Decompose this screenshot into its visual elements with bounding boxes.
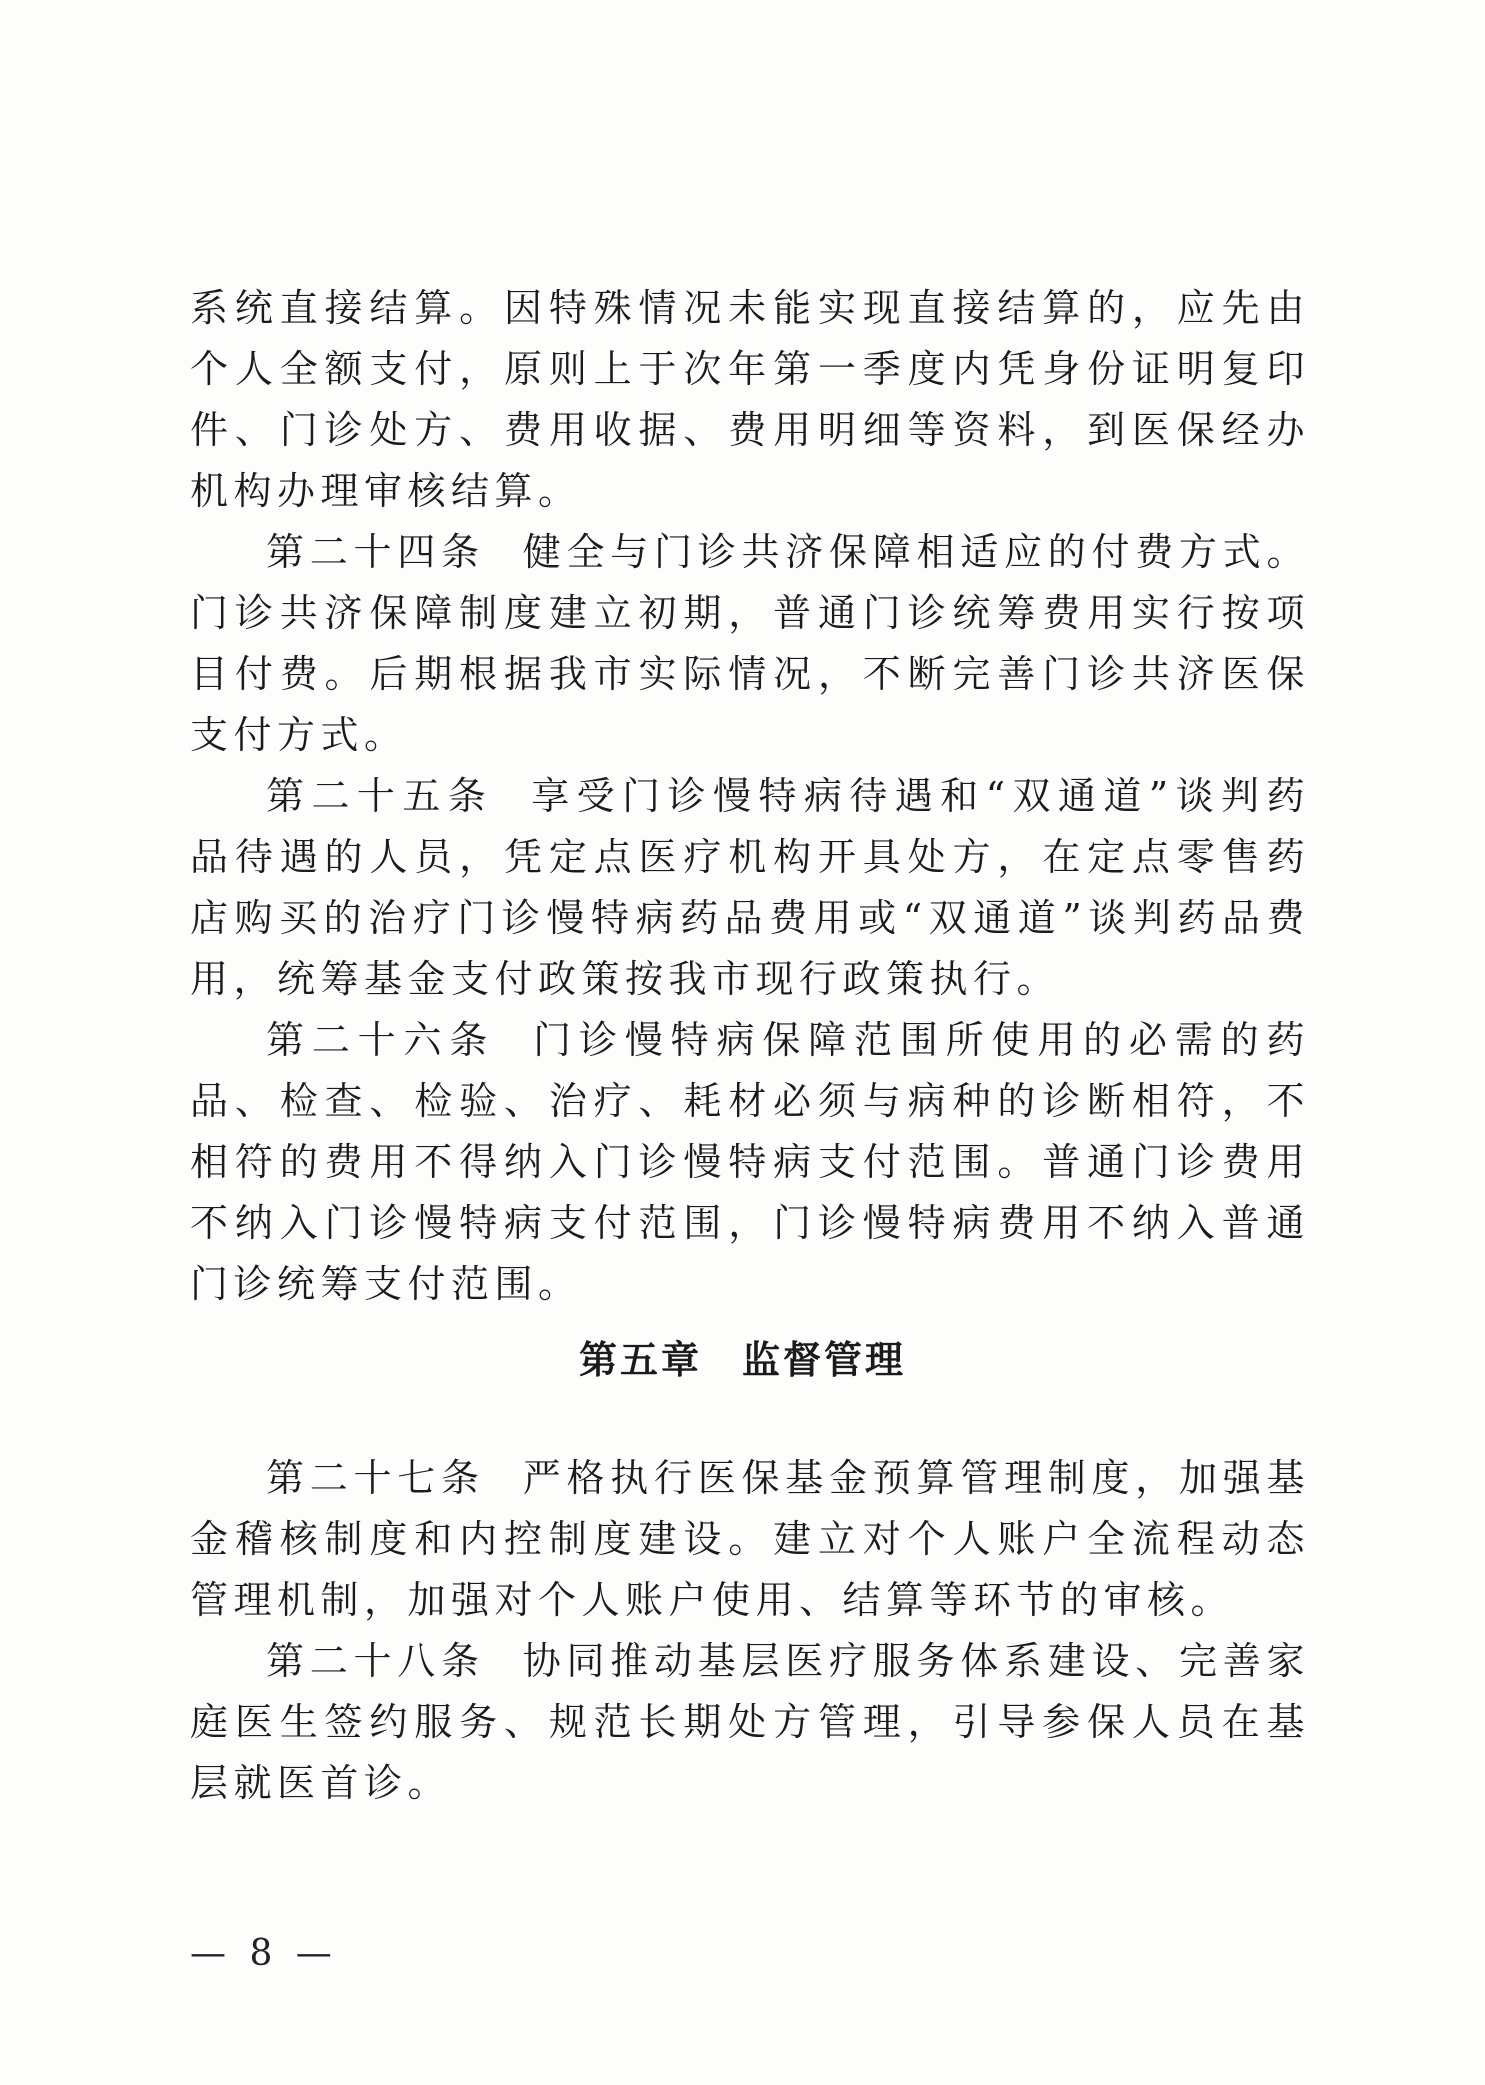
article-label: 第二十七条 xyxy=(266,1456,485,1500)
article-26 xyxy=(190,1010,1310,1315)
continuation-paragraph xyxy=(190,278,1310,522)
article-28 xyxy=(190,1631,1310,1814)
article-text: 严格执行医保基金预算管理制度，加强基金稽核制度和内控制度建设。建立对个人账户全流程动态管理机制，加强对个人账户使用、结算等环节的审核。 xyxy=(190,1456,1310,1622)
body-text-upper xyxy=(190,278,1310,1315)
article-24 xyxy=(190,522,1310,766)
article-text: 门诊慢特病保障范围所使用的必需的药品、检查、检验、治疗、耗材必须与病种的诊断相符，不相符的费用不得纳入门诊慢特病支付范围。普通门诊费用不纳入门诊慢特病支付范围，门诊慢特病费用不纳入普通门诊统筹支付范围。 xyxy=(190,1018,1310,1306)
continuation-text: 系统直接结算。因特殊情况未能实现直接结算的，应先由个人全额支付，原则上于次年第一季度内凭身份证明复印件、门诊处方、费用收据、费用明细等资料，到医保经办机构办理审核结算。 xyxy=(190,286,1310,513)
article-label: 第二十五条 xyxy=(266,774,494,818)
article-27 xyxy=(190,1448,1310,1631)
article-text: 享受门诊慢特病待遇和“双通道”谈判药品待遇的人员，凭定点医疗机构开具处方，在定点零售药店购买的治疗门诊慢特病药品费用或“双通道”谈判药品费用，统筹基金支付政策按我市现行政策执行。 xyxy=(190,774,1310,1001)
article-label: 第二十八条 xyxy=(266,1639,485,1683)
chapter-heading xyxy=(0,1330,1485,1390)
article-25 xyxy=(190,766,1310,1010)
chapter-title: 监督管理 xyxy=(742,1338,907,1382)
article-label: 第二十六条 xyxy=(266,1018,496,1062)
chapter-number: 第五章 xyxy=(578,1338,702,1382)
body-text-lower xyxy=(190,1448,1310,1814)
article-text: 协同推动基层医疗服务体系建设、完善家庭医生签约服务、规范长期处方管理，引导参保人员在基层就医首诊。 xyxy=(190,1639,1310,1805)
page-number: — 8 — xyxy=(190,1933,338,1974)
article-label: 第二十四条 xyxy=(266,530,485,574)
article-text: 健全与门诊共济保障相适应的付费方式。门诊共济保障制度建立初期，普通门诊统筹费用实行按项目付费。后期根据我市实际情况，不断完善门诊共济医保支付方式。 xyxy=(190,530,1310,757)
